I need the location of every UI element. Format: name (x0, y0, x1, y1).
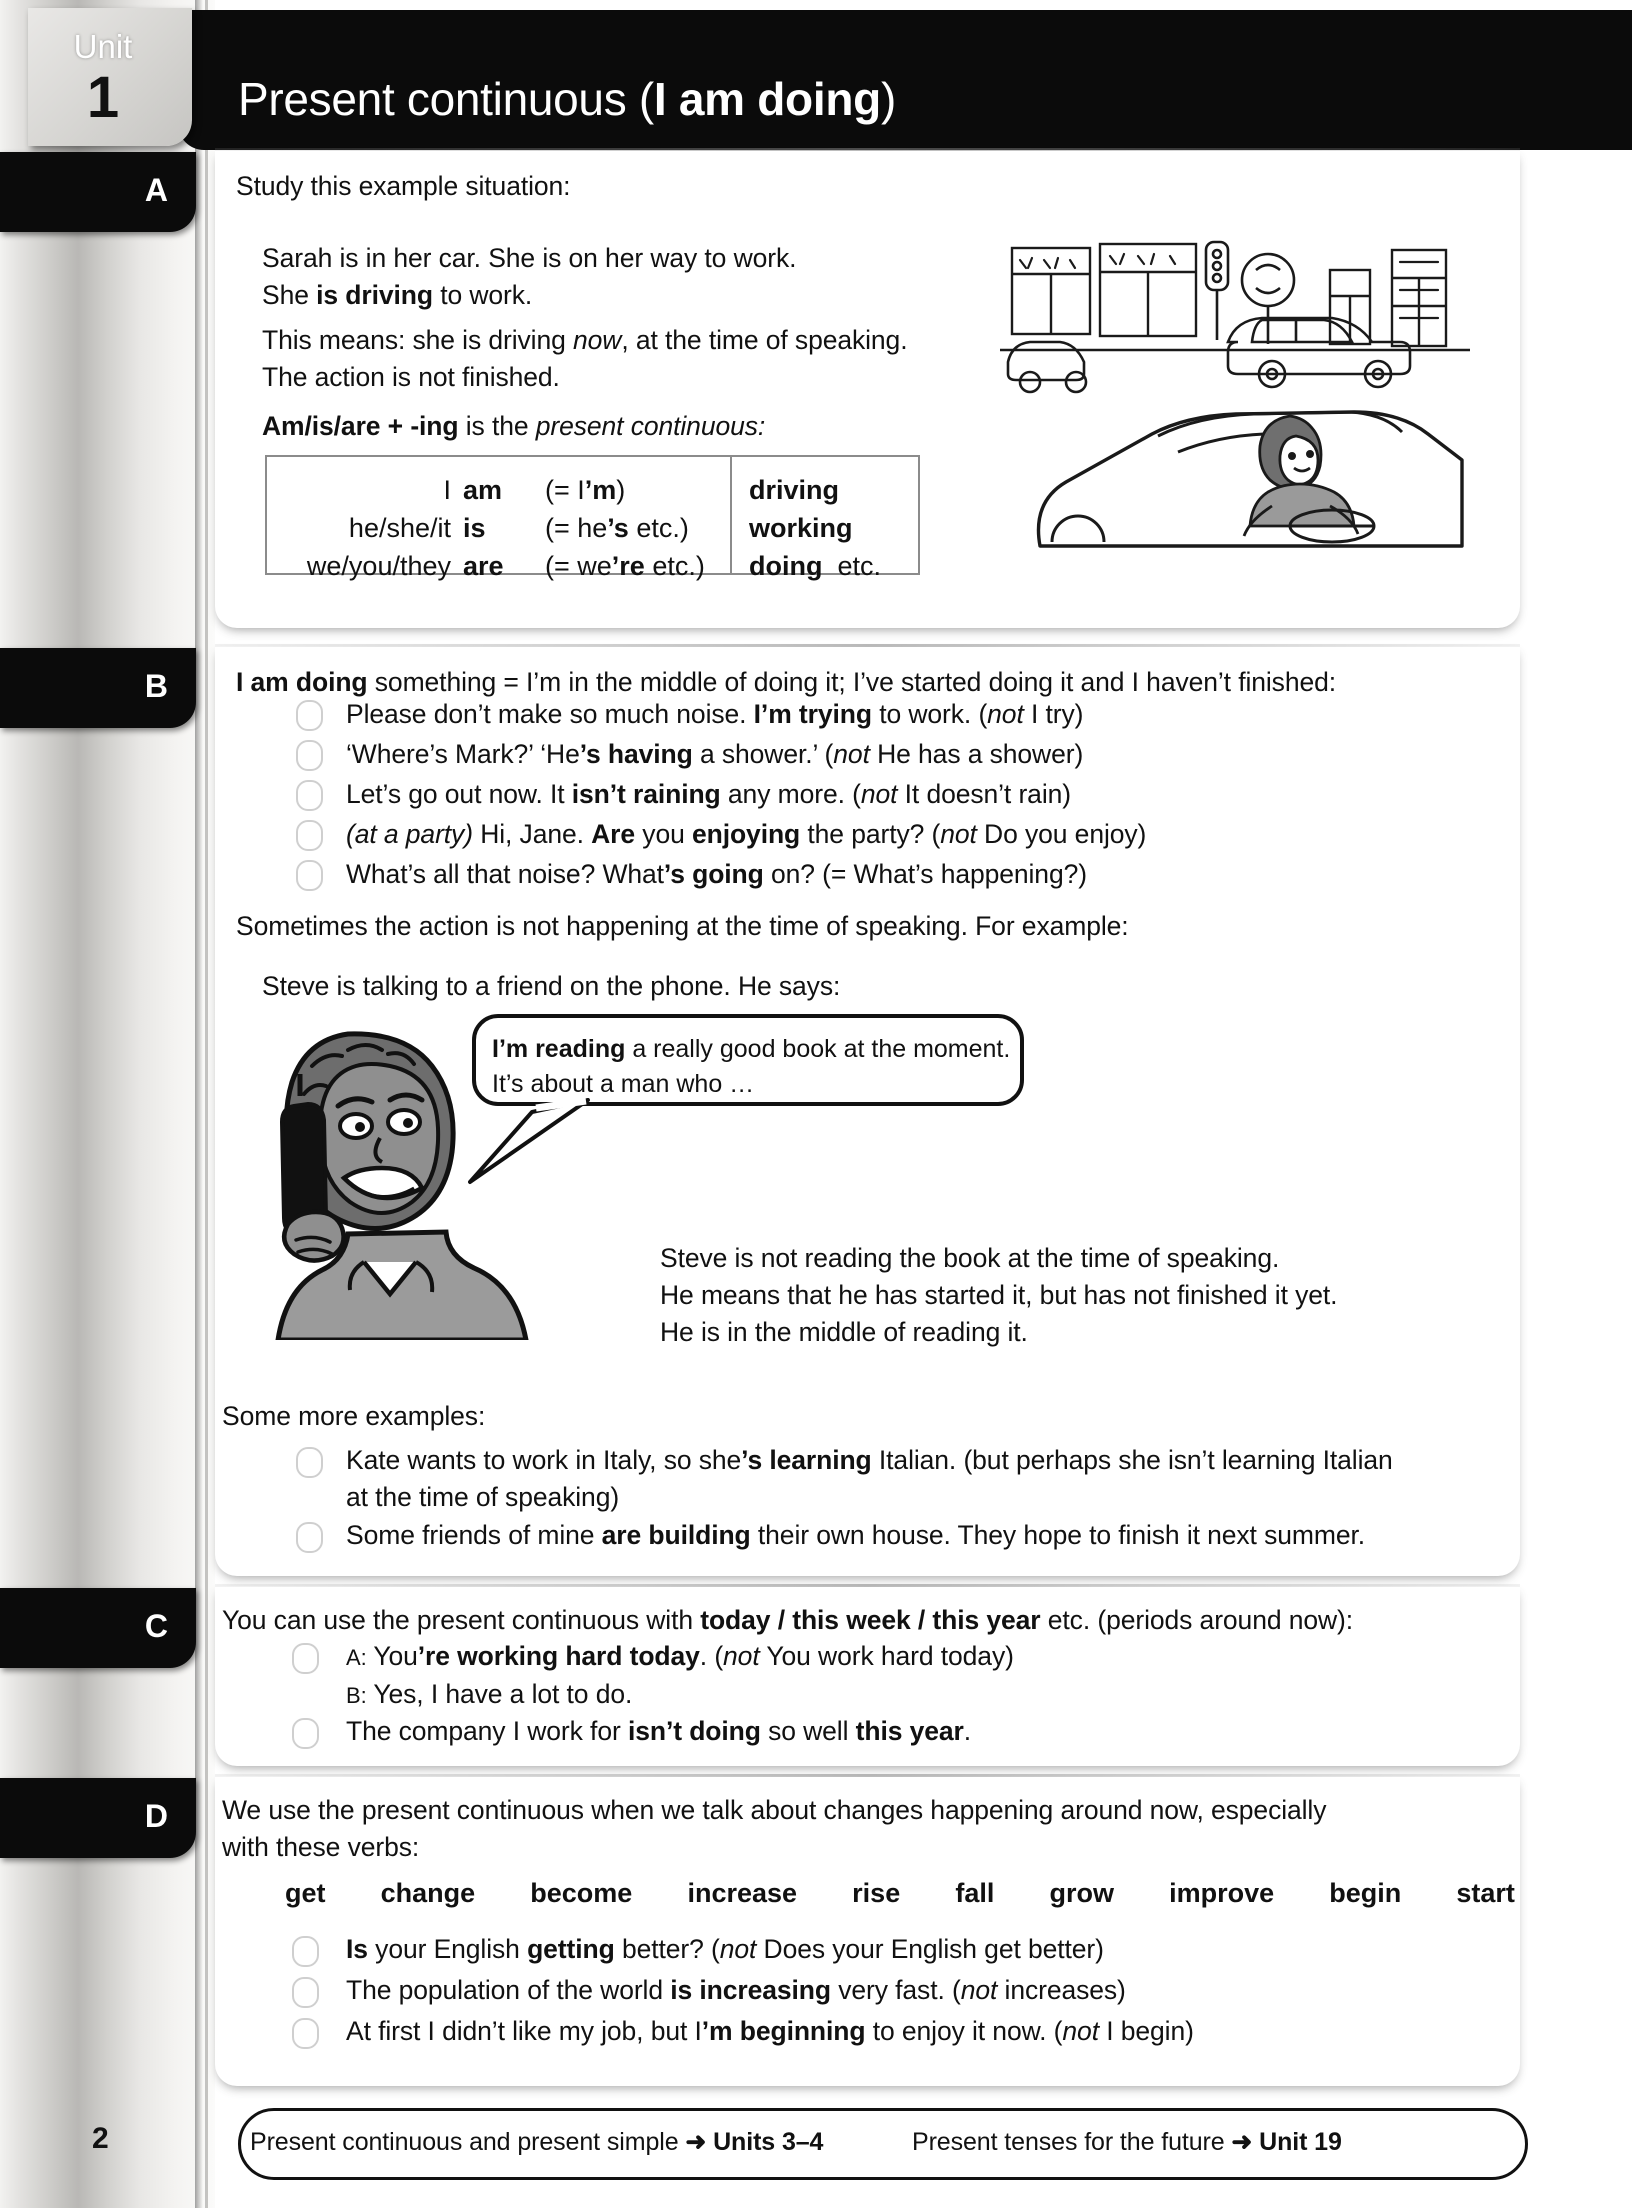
steve-note-3: He is in the middle of reading it. (660, 1317, 1028, 1347)
bullet-marker (296, 860, 323, 891)
section-c-lead: You can use the present continuous with today / this week / this year etc. (periods around now): (222, 1605, 1354, 1635)
section-b-more-bullet-1: Kate wants to work in Italy, so she’s learning Italian. (but perhaps she isn’t learning Italian at the time of speaking) (346, 1445, 1393, 1512)
conj-contraction-1: (= I’m) (545, 475, 626, 505)
formula-bold: Am/is/are + -ing (262, 411, 459, 441)
conj-verb-3: are (463, 551, 504, 581)
bubble-line-1-bold: I’m reading (492, 1035, 626, 1063)
page-gutter-shadow (0, 0, 215, 2208)
page-title-plain: Present continuous ( (238, 73, 654, 125)
action-not-finished: The action is not finished. (262, 362, 560, 392)
sarah-line-1: Sarah is in her car. She is on her way to work. (262, 243, 797, 273)
section-b-bullet-1: Please don’t make so much noise. I’m trying to work. (not I try) (346, 699, 1084, 729)
conjugation-table (265, 455, 920, 581)
cross-reference-left[interactable] (250, 2124, 823, 2161)
verb-item: grow (1049, 1878, 1114, 1908)
speech-bubble-tail (462, 1098, 592, 1188)
verb-item: improve (1169, 1878, 1275, 1908)
verb-item: start (1456, 1878, 1515, 1908)
sarah-line-2-pre: She (262, 280, 317, 310)
section-d-bullet-1: Is your English getting better? (not Does your English get better) (346, 1934, 1104, 1964)
conj-subject-1: I (443, 475, 451, 505)
section-d-lead-line-1: We use the present continuous when we talk about changes happening around now, especially (222, 1795, 1327, 1825)
unit-label: Unit (73, 28, 133, 65)
page-title-bold: I am doing (653, 73, 881, 125)
section-a-paragraph-2 (262, 322, 982, 396)
conj-subject-2: he/she/it (348, 513, 451, 543)
sarah-driving-car-illustration (1000, 230, 1470, 570)
section-letter-a: A (144, 172, 168, 208)
section-letter-b: B (144, 668, 168, 704)
verb-item: rise (852, 1878, 901, 1908)
page-edge-line (205, 0, 208, 2208)
steve-intro: Steve is talking to a friend on the phone. He says: (262, 971, 841, 1001)
section-b-lead-rest: something = I’m in the middle of doing it; I’ve started doing it and I haven’t finished: (367, 667, 1336, 697)
bullet-marker (292, 2018, 319, 2049)
section-c-dialogue-b: B: Yes, I have a lot to do. (346, 1679, 633, 1709)
bullet-marker (296, 700, 323, 731)
bullet-marker (296, 740, 323, 771)
cross-reference-right[interactable] (912, 2124, 1342, 2161)
xref-right-text: Present tenses for the future (912, 2128, 1225, 2156)
section-b-mid-text: Sometimes the action is not happening at the time of speaking. For example: (236, 911, 1129, 941)
section-d-bullet-2: The population of the world is increasing very fast. (not increases) (346, 1975, 1126, 2005)
section-b-bullet-4: (at a party) Hi, Jane. Are you enjoying the party? (not Do you enjoy) (346, 819, 1147, 849)
verb-item: fall (955, 1878, 995, 1908)
section-a-intro: Study this example situation: (236, 171, 571, 201)
section-b-bullet-2: ‘Where’s Mark?’ ‘He’s having a shower.’ (not He has a shower) (346, 739, 1084, 769)
bullet-marker (292, 1936, 319, 1967)
section-tab-d (0, 1778, 196, 1858)
section-b-lead-bold: I am doing (236, 667, 368, 697)
sarah-line-2-post: to work. (432, 280, 533, 310)
conj-verb-2: is (463, 513, 486, 543)
conj-verb-1: am (463, 475, 503, 505)
section-letter-c: C (144, 1608, 168, 1644)
section-tab-a (0, 152, 196, 232)
section-c-dialogue-a: A: You’re working hard today. (not You work hard today) (346, 1641, 1014, 1671)
bullet-marker (292, 1718, 319, 1749)
conj-ing-3: doing etc. (749, 551, 882, 581)
section-letter-d: D (144, 1798, 168, 1834)
section-c-bullet: The company I work for isn’t doing so well this year. (346, 1716, 972, 1746)
page-number: 2 (92, 2122, 109, 2155)
conj-contraction-3: (= we’re etc.) (545, 551, 705, 581)
verb-item: change (380, 1878, 476, 1908)
steve-note-2: He means that he has started it, but has not finished it yet. (660, 1280, 1338, 1310)
verb-item: become (530, 1878, 633, 1908)
section-a-formula (262, 408, 1022, 445)
section-d-bullet-3: At first I didn’t like my job, but I’m beginning to enjoy it now. (not I begin) (346, 2016, 1194, 2046)
bubble-line-1-rest: a really good book at the moment. (625, 1035, 1011, 1063)
conj-ing-1: driving (749, 475, 840, 505)
bullet-marker (296, 780, 323, 811)
bullet-marker (296, 1447, 323, 1478)
section-d-verb-list (285, 1878, 1515, 1909)
unit-number: 1 (86, 65, 120, 130)
unit-tab (28, 8, 192, 146)
arrow-right-icon: ➜ (685, 2128, 707, 2156)
page-title-close: ) (880, 73, 896, 125)
section-b-more-bullet-2: Some friends of mine are building their own house. They hope to finish it next summer. (346, 1520, 1365, 1550)
bullet-marker (292, 1977, 319, 2008)
bullet-marker (292, 1643, 319, 1674)
means-now: now (573, 325, 622, 355)
formula-mid: is the (458, 411, 536, 441)
steve-explanation (660, 1240, 1460, 1351)
bubble-line-2: It’s about a man who … (492, 1070, 755, 1098)
verb-item: increase (687, 1878, 798, 1908)
section-b-bullet-5: What’s all that noise? What’s going on? (= What’s happening?) (346, 859, 1087, 889)
verb-item: begin (1329, 1878, 1402, 1908)
bullet-marker (296, 820, 323, 851)
formula-italic: present continuous: (535, 411, 766, 441)
conj-contraction-2: (= he’s etc.) (545, 513, 689, 543)
xref-left-text: Present continuous and present simple (250, 2128, 679, 2156)
xref-right-ref[interactable]: Unit 19 (1259, 2128, 1342, 2156)
page-title (238, 72, 896, 126)
section-tab-c (0, 1588, 196, 1668)
section-d-lead (222, 1792, 1502, 1866)
some-more-examples-heading: Some more examples: (222, 1401, 486, 1431)
xref-left-ref[interactable]: Units 3–4 (713, 2128, 824, 2156)
sarah-line-2-bold: is driving (316, 280, 433, 310)
bullet-marker (296, 1522, 323, 1553)
steve-note-1: Steve is not reading the book at the time of speaking. (660, 1243, 1280, 1273)
arrow-right-icon: ➜ (1231, 2128, 1253, 2156)
means-post: , at the time of speaking. (621, 325, 908, 355)
section-b-bullet-3: Let’s go out now. It isn’t raining any more. (not It doesn’t rain) (346, 779, 1071, 809)
section-a-paragraph-1 (262, 240, 982, 314)
section-d-lead-line-2: with these verbs: (222, 1832, 420, 1862)
conj-subject-3: we/you/they (306, 551, 451, 581)
conj-ing-2: working (749, 513, 853, 543)
speech-bubble-text (492, 1032, 1012, 1102)
verb-item: get (285, 1878, 326, 1908)
means-pre: This means: she is driving (262, 325, 574, 355)
section-tab-b (0, 648, 196, 728)
